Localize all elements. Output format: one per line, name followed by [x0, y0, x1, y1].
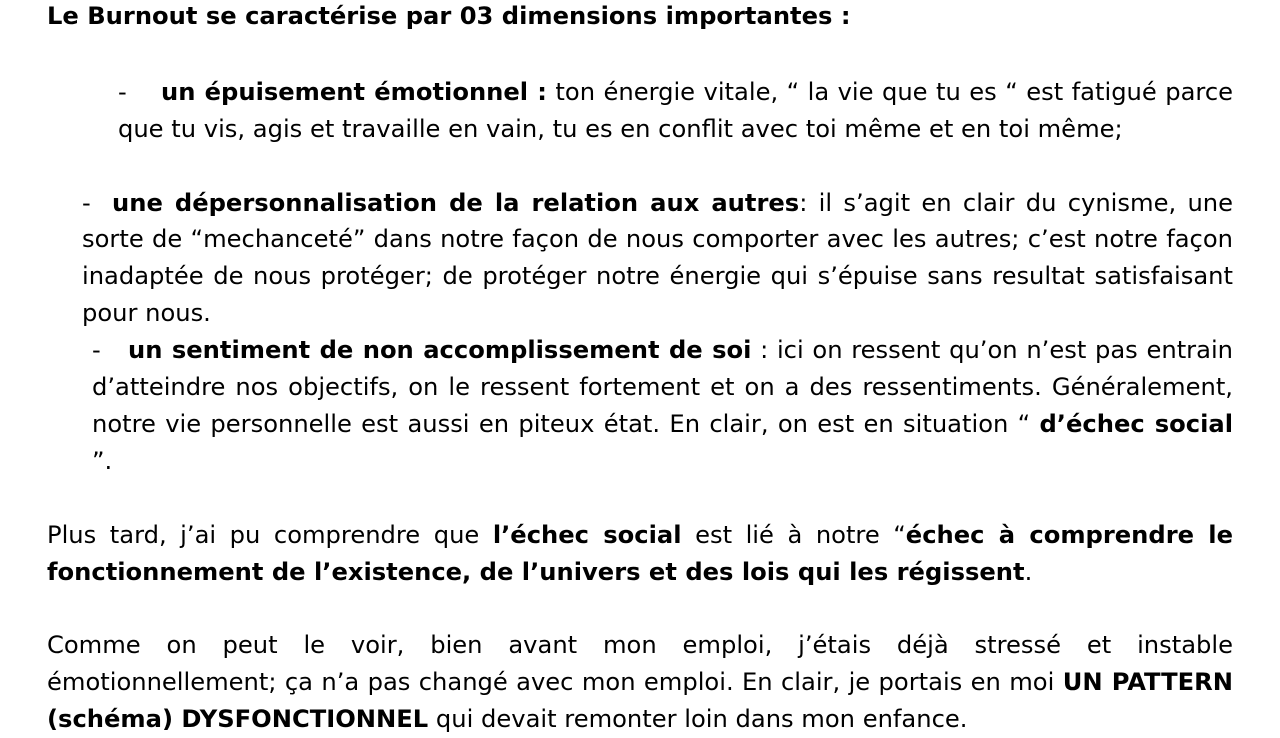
bullet-dash: -: [118, 77, 127, 106]
list-item-non-accomplishment: [47, 332, 1233, 480]
list-item-tail: ”.: [92, 446, 113, 475]
paragraph-social-failure: [47, 517, 1233, 591]
paragraph-bold: échec à comprendre le fonctionnement de l’existence, de l’univers et des lois qui les régissent: [47, 520, 1234, 586]
bullet-dash: -: [92, 336, 101, 365]
list-item-title: un sentiment de non accomplissement de soi: [128, 336, 752, 365]
paragraph-text: qui devait remonter loin dans mon enfance.: [428, 705, 968, 734]
blank-line: [47, 590, 1233, 627]
document-page: [47, 0, 1233, 738]
paragraph-bold: UN PATTERN (schéma) DYSFONCTIONNEL: [47, 668, 1233, 734]
paragraph-bold: l’échec social: [492, 520, 682, 549]
paragraph-text: Plus tard, j’ai pu comprendre que: [47, 520, 493, 549]
paragraph-text: .: [1024, 557, 1033, 586]
list-item-title: un épuisement émotionnel :: [161, 77, 547, 106]
list-item-depersonalization: [47, 185, 1233, 333]
list-item-text: : ici on ressent qu’on n’est pas entrain d’atteindre nos objectifs, on le ressent fortement et on a des ressentiments. Généralement, notre vie personnelle est aussi en piteux état. En clair, on est en situation “: [92, 336, 1233, 438]
list-item-title: une dépersonnalisation de la relation aux autres: [112, 188, 800, 217]
blank-line: [47, 148, 1233, 185]
paragraph-text: est lié à notre “: [681, 520, 906, 549]
paragraph-text: Comme on peut le voir, bien avant mon emploi, j’étais déjà stressé et instable émotionnellement; ça n’a pas changé avec mon emploi. En clair, je portais en moi: [47, 631, 1233, 697]
list-item-bold-tail: d’échec social: [1039, 409, 1233, 438]
blank-line: [47, 37, 1233, 74]
list-item-text: : il s’agit en clair du cynisme, une sorte de “mechanceté” dans notre façon de nous comporter avec les autres; c’est notre façon inadaptée de nous protéger; de protéger notre énergie qui s’épuise sans resultat satisfaisant pour nous.: [82, 188, 1233, 328]
list-item-text: ton énergie vitale, “ la vie que tu es “ est fatigué parce que tu vis, agis et travaille en vain, tu es en conflit avec toi même et en toi même;: [118, 77, 1233, 143]
heading: Le Burnout se caractérise par 03 dimensions importantes :: [47, 2, 851, 30]
bullet-dash: -: [82, 188, 91, 217]
blank-line: [47, 480, 1233, 517]
paragraph-pattern: [47, 627, 1233, 738]
list-item-emotional-exhaustion: [47, 74, 1233, 148]
